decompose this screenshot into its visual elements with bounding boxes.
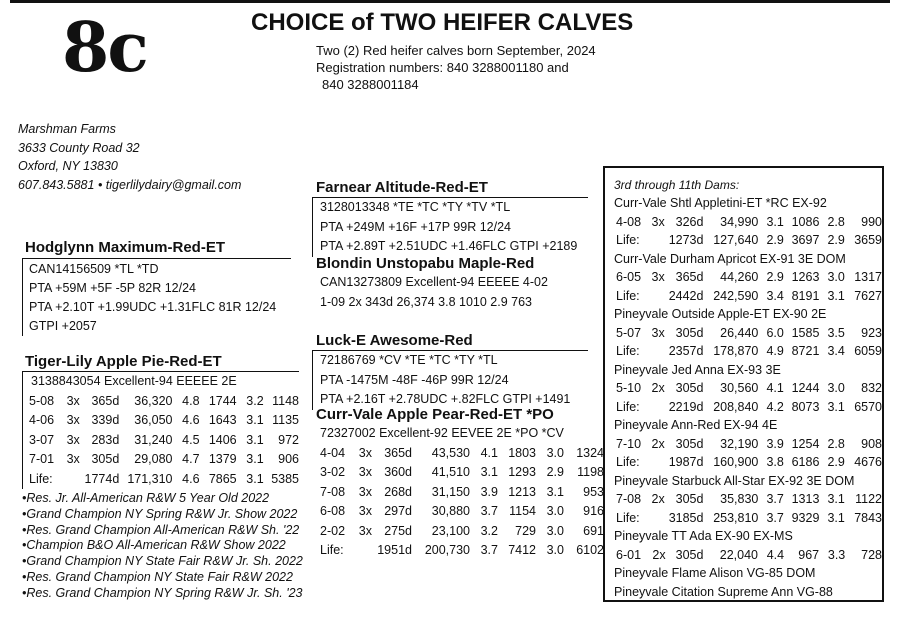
record-cell: 3.0 [546,445,564,460]
record-cell: 1987d [668,455,704,470]
record-cell: 7-01 [29,452,55,466]
record-cell: Life: [29,471,53,486]
record-cell: 1198 [577,465,604,479]
record-cell: 3.7 [766,492,784,507]
dam-dam-record-row [320,444,604,464]
ancestor-dam-record-row [616,213,882,232]
record-cell: 2.9 [766,270,784,285]
record-cell: 1148 [272,393,299,408]
record-cell: 3.7 [766,510,784,525]
record-cell: 3.7 [480,543,498,557]
record-cell: 1154 [509,504,536,518]
record-cell: 3.4 [766,288,784,303]
record-cell: 3x [66,432,80,447]
record-cell: 923 [861,325,882,340]
record-cell: 326d [675,214,704,229]
sire-sire-name: Farnear Altitude-Red-ET [316,179,488,196]
record-cell: 127,640 [713,233,759,248]
record-cell: Life: [616,399,640,414]
record-cell: Life: [616,288,640,303]
record-cell: 5-07 [616,325,642,340]
record-cell: 3x [358,484,372,499]
record-cell: 200,730 [424,543,470,557]
record-cell: 4.5 [182,432,200,447]
record-cell: 6-05 [616,270,642,285]
record-cell: 4676 [854,455,882,470]
record-cell: Life: [320,543,344,557]
record-cell: 4.2 [766,399,784,414]
award-item: •Res. Grand Champion NY State Fair R&W 2022 [22,569,293,584]
award-item: •Res. Grand Champion NY Spring R&W Jr. Sh. '23 [22,585,303,600]
dam-dam-record-row [320,483,604,503]
dam-sire-line: PTA -1475M -48F -46P 99R 12/24 [320,372,509,387]
record-cell: 3185d [668,510,704,525]
record-cell: 1293 [508,465,536,479]
record-cell: 1122 [855,492,882,507]
sire-sire-line: PTA +249M +16F +17P 99R 12/24 [320,219,511,234]
record-cell: 6.0 [766,325,784,340]
record-cell: 275d [384,523,412,538]
ancestor-dam-name: Pineyvale Jed Anna EX-93 3E [614,362,781,377]
record-cell: 3.1 [827,399,845,414]
record-cell: 3697 [791,233,820,248]
owner-contact: 607.843.5881 • tigerlilydairy@gmail.com [18,177,242,192]
record-cell: 36,050 [134,413,173,427]
record-cell: 1585 [791,325,820,340]
record-cell: 5-10 [616,381,642,396]
record-cell: 305d [675,381,704,396]
record-cell: 1263 [791,270,820,285]
ancestor-dam-record-row [616,287,882,306]
record-cell: 3.7 [480,504,498,518]
record-cell: 3.8 [766,455,784,470]
record-cell: 283d [91,432,120,447]
record-cell: 2.8 [827,436,845,451]
record-cell: 2219d [668,399,704,414]
record-cell: 3-07 [29,432,55,447]
record-cell: 4-04 [320,445,346,460]
record-cell: 1213 [508,484,536,499]
record-cell [643,342,664,361]
record-cell: 1379 [208,452,237,466]
dams-box-header: 3rd through 11th Dams: [614,178,740,192]
ancestor-dam-name: Curr-Vale Shtl Appletini-ET *RC EX-92 [614,196,827,210]
record-cell: 729 [515,523,536,538]
record-cell: 967 [798,547,820,562]
record-cell: 3.2 [480,523,498,538]
ancestor-dam-record-row [616,546,882,565]
record-cell: 7412 [508,543,536,557]
record-cell: 2-02 [320,523,346,538]
sire-dam-block [316,254,548,312]
record-cell: Life: [616,455,640,470]
dam-dam-name: Curr-Vale Apple Pear-Red-ET *PO [316,406,554,423]
dams-list [614,194,882,601]
record-cell: 2.9 [766,233,784,248]
record-cell: 3.1 [827,288,845,303]
record-cell: 906 [278,452,299,466]
record-cell: 30,880 [431,504,470,518]
record-cell: 972 [278,432,299,447]
record-cell: 1324 [576,445,604,460]
dam-dam-id-line: 72327002 Excellent-92 EEVEE 2E *PO *CV [320,426,564,440]
dam-dam-records-table [320,444,604,561]
record-cell: 1313 [791,492,820,507]
record-cell: 305d [91,452,120,466]
dam-sire-name: Luck-E Awesome-Red [316,332,473,349]
record-cell: 3.0 [546,543,564,557]
ancestor-dam-name: Pineyvale TT Ada EX-90 EX-MS [614,529,793,543]
record-cell: Life: [616,510,640,525]
top-rule [10,0,890,3]
record-cell: 3659 [854,233,882,248]
record-cell: 253,810 [713,510,759,525]
record-cell: 832 [861,381,882,396]
record-cell: 3.9 [766,436,784,451]
record-cell: 4.9 [766,344,784,359]
record-cell: 1951d [377,543,412,557]
record-cell: 990 [861,214,882,229]
record-cell: 7865 [208,471,237,486]
ancestor-dam-name: Curr-Vale Durham Apricot EX-91 3E DOM [614,251,846,266]
record-cell: 2.8 [827,214,845,229]
record-cell: 3.1 [827,492,845,507]
record-cell: 3x [358,523,372,538]
record-cell: 2442d [668,288,704,303]
record-cell: 1744 [208,393,237,408]
award-item: •Res. Grand Champion All-American R&W Sh. '22 [22,522,300,537]
record-cell: 8721 [791,344,820,359]
lot-number: 8c [62,8,147,88]
record-cell [643,453,664,472]
ancestor-dam-record-row [616,268,882,287]
record-cell: 7-10 [616,436,642,451]
record-cell: 3x [66,393,80,408]
ancestor-dam-name: Pineyvale Citation Supreme Ann VG-88 [614,584,833,599]
description-line: 840 3288001184 [322,77,419,92]
record-cell: 34,990 [720,214,759,229]
record-cell: 4.1 [766,381,784,396]
record-cell: 29,080 [134,452,173,466]
record-cell: 22,040 [719,547,758,562]
ancestor-dam-record-row [616,490,882,509]
record-cell: 3x [358,465,372,479]
page-title: CHOICE of TWO HEIFER CALVES [251,9,634,36]
ancestor-dam-name: Pineyvale Flame Alison VG-85 DOM [614,566,816,580]
dam-record-row [29,470,299,490]
ancestor-dam-record-row [616,435,882,454]
record-cell: 3x [66,413,80,427]
dam-dam-record-row [320,541,604,561]
dam-record-row [29,392,299,412]
record-cell: 3.5 [827,325,845,340]
owner-name: Marshman Farms [18,122,116,136]
sire-sire-block [312,178,588,257]
record-cell: 908 [861,436,882,451]
owner-address-line: 3633 County Road 32 [18,140,140,155]
record-cell: 2.9 [546,465,564,479]
sire-details [22,258,291,336]
ancestor-dam-records [616,490,882,527]
record-cell: 2x [651,492,665,507]
award-item: •Res. Jr. All-American R&W 5 Year Old 2022 [22,491,270,505]
record-cell: 339d [91,413,120,427]
record-cell: 3x [358,504,372,518]
record-cell: 6570 [854,399,882,414]
description-line: Registration numbers: 840 3288001180 and [316,60,569,75]
dam-records-table [29,392,299,490]
record-cell [348,541,372,561]
record-cell: 1273d [668,233,704,248]
award-item: •Champion B&O All-American R&W Show 2022 [22,538,286,553]
record-cell: 8191 [791,288,820,303]
record-cell: 3x [651,214,665,229]
record-cell: 1244 [791,381,820,396]
record-cell: 3.1 [827,510,845,525]
record-cell: 2357d [668,344,704,359]
record-cell: 2x [651,381,665,396]
record-cell: 3x [651,270,665,285]
ancestor-dam-records [616,268,882,305]
record-cell: 178,870 [713,344,759,359]
award-item: •Grand Champion NY State Fair R&W Jr. Sh. 2022 [22,554,303,569]
record-cell: 1643 [208,413,237,427]
record-cell: 6-08 [320,504,346,518]
ancestor-dam-name: Pineyvale Starbuck All-Star EX-92 3E DOM [614,473,855,488]
ancestor-dam-name: Pineyvale Outside Apple-ET EX-90 2E [614,307,827,321]
description-line: Two (2) Red heifer calves born September, 2024 [316,43,596,58]
record-cell: 2.9 [827,233,845,248]
record-cell: 365d [675,270,704,285]
record-cell: 3-02 [320,465,346,479]
record-cell: 1774d [84,471,120,486]
record-cell: 4.6 [182,413,200,427]
record-cell: 268d [384,484,412,499]
record-cell: 3x [358,445,372,460]
record-cell: 305d [675,492,704,507]
record-cell: 160,900 [713,455,759,470]
sire-block [22,238,291,336]
sire-sire-line: 3128013348 *TE *TC *TY *TV *TL [320,200,511,214]
record-cell: 3x [651,325,665,340]
ancestor-dam-record-row [616,342,882,361]
record-cell: 3.3 [827,547,846,562]
sire-line: GTPI +2057 [29,319,97,333]
dams-box [603,166,884,602]
owner-info [18,120,241,194]
dam-record-row [29,411,299,431]
record-cell: 1803 [508,445,536,460]
record-cell [643,509,664,528]
record-cell: 4.7 [182,452,200,466]
sire-dam-details [316,273,548,312]
record-cell: 208,840 [713,399,759,414]
record-cell: 916 [583,504,604,518]
record-cell: 41,510 [431,465,470,479]
record-cell: 3.1 [766,214,784,229]
record-cell: Life: [616,233,640,248]
record-cell: 30,560 [720,381,759,396]
dam-awards [22,491,303,602]
record-cell [643,398,664,417]
sire-line: CAN14156509 *TL *TD [29,262,159,276]
record-cell: 23,100 [431,523,470,538]
dam-sire-line: PTA +2.16T +2.78UDC +.82FLC GTPI +1491 [320,392,571,406]
dam-sire-block [312,331,588,410]
record-cell: 3.1 [246,432,264,447]
dam-record-row [29,450,299,470]
record-cell: 44,260 [720,270,759,285]
sire-name: Hodglynn Maximum-Red-ET [25,239,226,256]
dam-block [22,352,303,602]
lot-description [316,42,596,93]
dam-dam-block [316,405,604,561]
record-cell: 3.1 [546,484,564,499]
record-cell: 1317 [854,270,882,285]
dam-details [22,371,299,489]
dam-record-row [29,431,299,451]
record-cell: 3.4 [827,344,845,359]
dam-name: Tiger-Lily Apple Pie-Red-ET [25,353,222,370]
ancestor-dam-record-row [616,453,882,472]
dam-dam-record-row [320,463,604,483]
record-cell: 3x [66,452,80,466]
record-cell: 3.0 [827,270,845,285]
record-cell: 4-08 [616,214,642,229]
record-cell: Life: [616,344,640,359]
record-cell: 7-08 [320,484,346,499]
record-cell: 4.1 [480,445,498,460]
ancestor-dam-record-row [616,398,882,417]
record-cell: 7-08 [616,492,642,507]
record-cell: 5-08 [29,393,55,408]
record-cell: 3.0 [827,381,845,396]
record-cell: 3.1 [480,465,498,479]
record-cell: 6-01 [616,547,642,562]
record-cell: 305d [675,436,704,451]
record-cell: 2x [651,436,665,451]
ancestor-dam-name: Pineyvale Ann-Red EX-94 4E [614,418,778,432]
record-cell: 171,310 [127,471,173,486]
record-cell: 36,320 [134,393,173,408]
record-cell: 4.4 [766,547,785,562]
ancestor-dam-records [616,213,882,250]
award-item: •Grand Champion NY Spring R&W Jr. Show 2022 [22,506,298,521]
record-cell: 2x [652,547,666,562]
record-cell: 4.6 [182,471,200,486]
ancestor-dam-records [616,546,882,565]
record-cell: 1254 [791,436,820,451]
dam-sire-line: 72186769 *CV *TE *TC *TY *TL [320,353,498,367]
record-cell: 365d [384,445,412,460]
record-cell: 297d [384,504,412,518]
record-cell: 6186 [791,455,820,470]
record-cell: 2.9 [827,455,845,470]
record-cell: 728 [861,547,882,562]
owner-address-line: Oxford, NY 13830 [18,159,118,173]
record-cell: 31,240 [134,432,173,447]
record-cell: 242,590 [713,288,759,303]
record-cell [643,287,664,306]
record-cell: 9329 [791,510,820,525]
sire-dam-name: Blondin Unstopabu Maple-Red [316,255,535,272]
record-cell [57,470,80,490]
sire-sire-details [312,197,588,257]
sire-dam-line: 1-09 2x 343d 26,374 3.8 1010 2.9 763 [320,294,532,309]
record-cell: 1135 [272,413,299,427]
record-cell: 3.2 [246,393,264,408]
record-cell: 43,530 [431,445,470,460]
record-cell: 8073 [791,399,820,414]
dam-id-line: 3138843054 Excellent-94 EEEEE 2E [31,374,237,388]
record-cell: 953 [583,484,604,499]
record-cell: 35,830 [720,492,759,507]
ancestor-dam-records [616,324,882,361]
record-cell: 7843 [854,510,882,525]
ancestor-dam-record-row [616,509,882,528]
record-cell [643,231,664,250]
dam-dam-record-row [320,502,604,522]
sire-dam-line: CAN13273809 Excellent-94 EEEEE 4-02 [320,275,548,289]
record-cell: 4-06 [29,413,55,427]
record-cell: 32,190 [720,436,759,451]
dam-dam-details [316,424,604,561]
record-cell: 365d [91,393,120,408]
record-cell: 6102 [576,543,604,557]
ancestor-dam-record-row [616,324,882,343]
record-cell: 305d [675,325,704,340]
record-cell: 6059 [854,344,882,359]
record-cell: 5385 [271,471,299,486]
record-cell: 691 [583,523,604,538]
ancestor-dam-record-row [616,231,882,250]
record-cell: 3.0 [546,504,564,518]
dam-sire-details [312,350,588,410]
record-cell: 3.9 [480,484,498,499]
record-cell: 3.1 [246,413,264,427]
sire-line: PTA +2.10T +1.99UDC +1.31FLC 81R 12/24 [29,300,277,314]
ancestor-dam-record-row [616,379,882,398]
record-cell: 3.1 [246,452,264,466]
record-cell: 3.1 [246,471,264,486]
record-cell: 3.0 [546,523,564,538]
sire-line: PTA +59M +5F -5P 82R 12/24 [29,281,196,295]
record-cell: 360d [384,465,412,479]
record-cell: 1406 [208,432,237,447]
ancestor-dam-records [616,379,882,416]
ancestor-dam-records [616,435,882,472]
dam-dam-record-row [320,522,604,542]
record-cell: 31,150 [431,484,470,499]
record-cell: 1086 [791,214,820,229]
sire-sire-line: PTA +2.89T +2.51UDC +1.46FLC GTPI +2189 [320,239,578,253]
record-cell: 26,440 [720,325,759,340]
record-cell: 7627 [854,288,882,303]
record-cell: 305d [675,547,704,562]
record-cell: 4.8 [182,393,200,408]
